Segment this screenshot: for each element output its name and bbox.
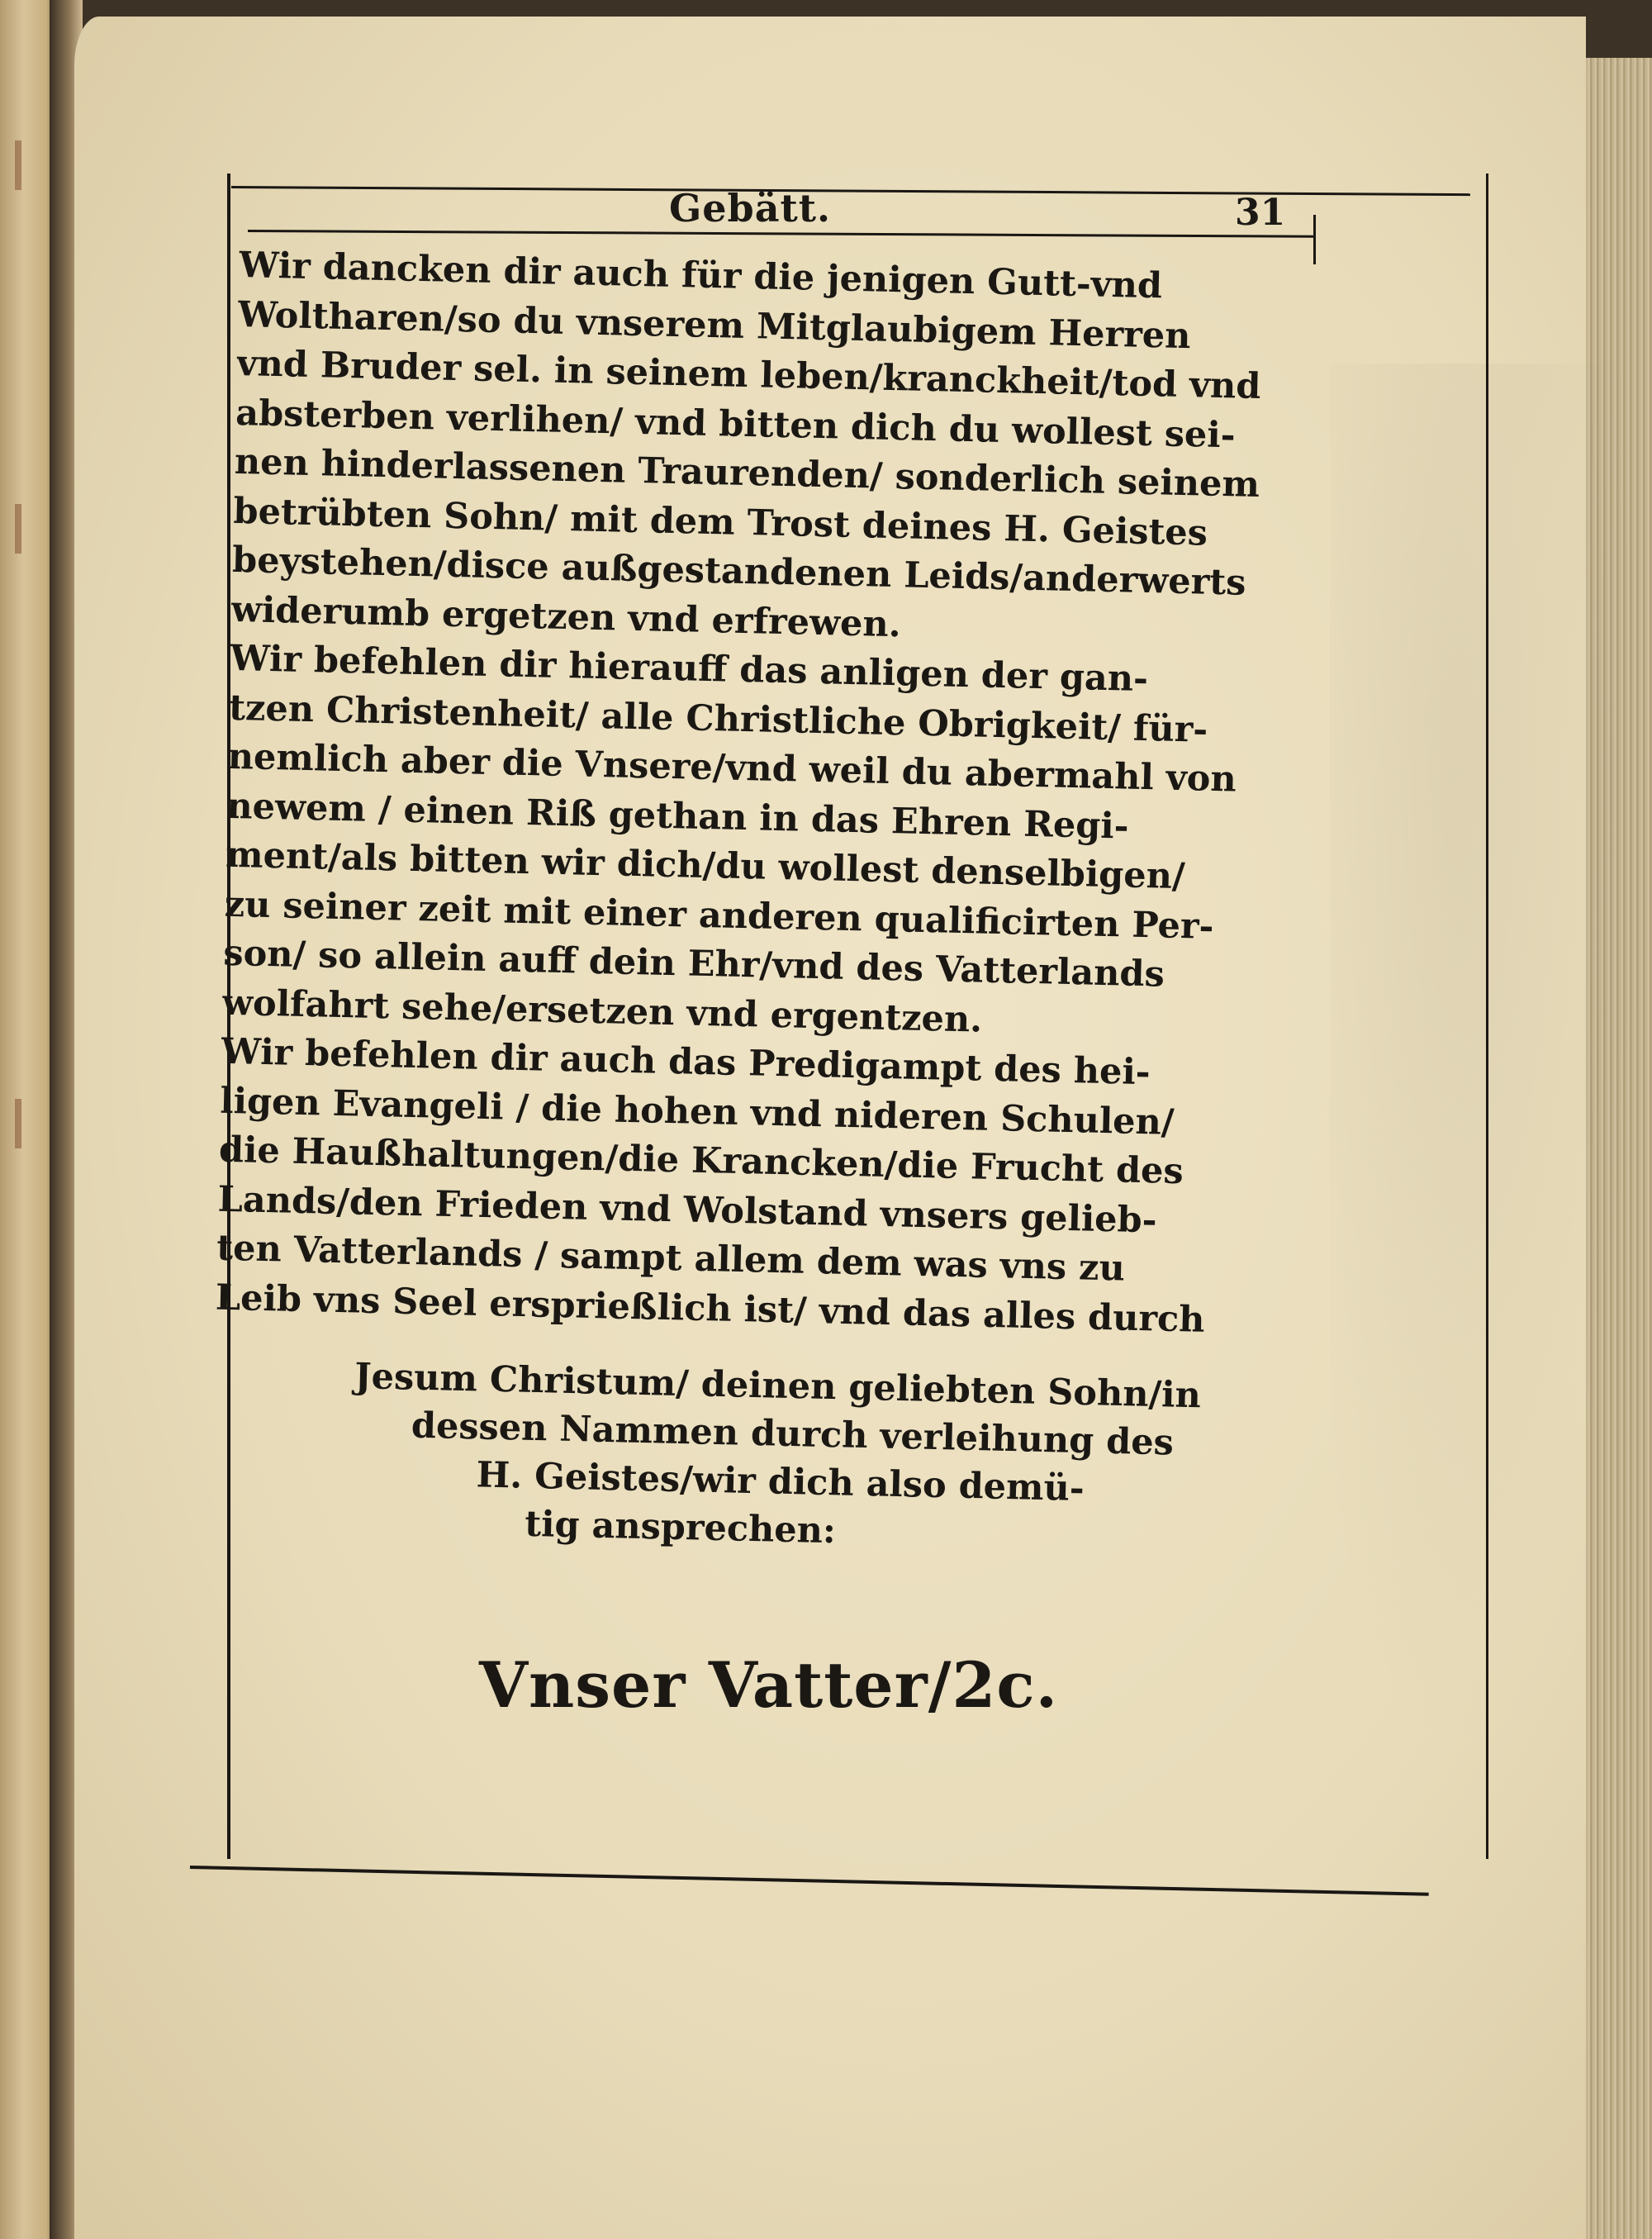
text-line: Jesum Christum/ deinen geliebten Sohn/in (354, 1356, 1202, 1417)
bottom-rule (190, 1866, 1429, 1896)
closing-lines (277, 1351, 1313, 1566)
text-line: die Haußhaltungen/die Krancken/die Frucht des (218, 1129, 1184, 1193)
paragraph-1 (230, 241, 1313, 658)
text-line: vnd Bruder sel. in seinem leben/kranckheit/tod vnd (236, 342, 1261, 408)
text-line: absterben verlihen/ vnd bitten dich du wollest sei- (235, 392, 1237, 456)
text-line: son/ so allein auff dein Ehr/vnd des Vatterlands (222, 932, 1165, 996)
prayer-text (215, 241, 1313, 1347)
text-line: Leib vns Seel erspriеßlich ist/ vnd das alles durch (215, 1276, 1206, 1341)
text-line: H. Geistes/wir dich also demü- (476, 1454, 1085, 1510)
text-line: betrübten Sohn/ mit dem Trost deines H. Geistes (233, 490, 1208, 554)
text-line: ten Vatterlands / sampt allem dem was vns zu (216, 1227, 1126, 1290)
text-line: beystehen/disce außgestandenen Leids/anderwerts (231, 539, 1246, 604)
text-line: nen hinderlassenen Traurenden/ sonderlich seinem (234, 440, 1260, 506)
printed-page (74, 17, 1586, 2239)
text-line: Wir befehlen dir auch das Predigampt des hei- (221, 1030, 1151, 1094)
text-line: dessen Nammen durch verleihung des (411, 1405, 1175, 1464)
text-line: Lands/den Frieden vnd Wolstand vnsers gelieb- (217, 1178, 1158, 1241)
paragraph-2 (221, 635, 1303, 1052)
text-line: Wir dancken dir auch für die jenigen Gutt-vnd (238, 244, 1163, 307)
text-line: Wir befehlen dir hierauff das anligen der gan- (229, 637, 1149, 701)
left-page-mark (15, 140, 21, 190)
text-line: tig ansprechen: (524, 1503, 837, 1552)
pater-noster-heading: Vnser Vatter/2c. (479, 1648, 1059, 1722)
margin-rule (1313, 215, 1316, 264)
running-head: Gebätt. (669, 186, 832, 231)
text-line: tzen Christenheit/ alle Christliche Obrigkeit/ für- (228, 687, 1208, 751)
text-line: Woltharen/so du vnserem Mitglaubigem Herren (237, 293, 1192, 357)
text-line: newem / einen Riß gethan in das Ehren Regi- (225, 785, 1130, 848)
text-line: widerumb ergetzen vnd erfrewen. (230, 588, 902, 645)
page-number: 31 (1235, 192, 1286, 234)
paragraph-3 (215, 1028, 1295, 1347)
left-page-mark (15, 504, 21, 554)
text-line: ligen Evangeli / die hohen vnd nideren Schulen/ (219, 1080, 1175, 1143)
text-line: zu seiner zeit mit einer anderen qualificirten Per- (224, 883, 1214, 948)
text-line: wolfahrt sehe/ersetzen vnd ergentzen. (221, 982, 983, 1041)
text-line: nemlich aber die Vnsere/vnd weil du abermahl von (227, 735, 1237, 801)
text-line: ment/als bitten wir dich/du wollest denselbigen/ (225, 834, 1186, 898)
left-page-mark (15, 1099, 21, 1148)
